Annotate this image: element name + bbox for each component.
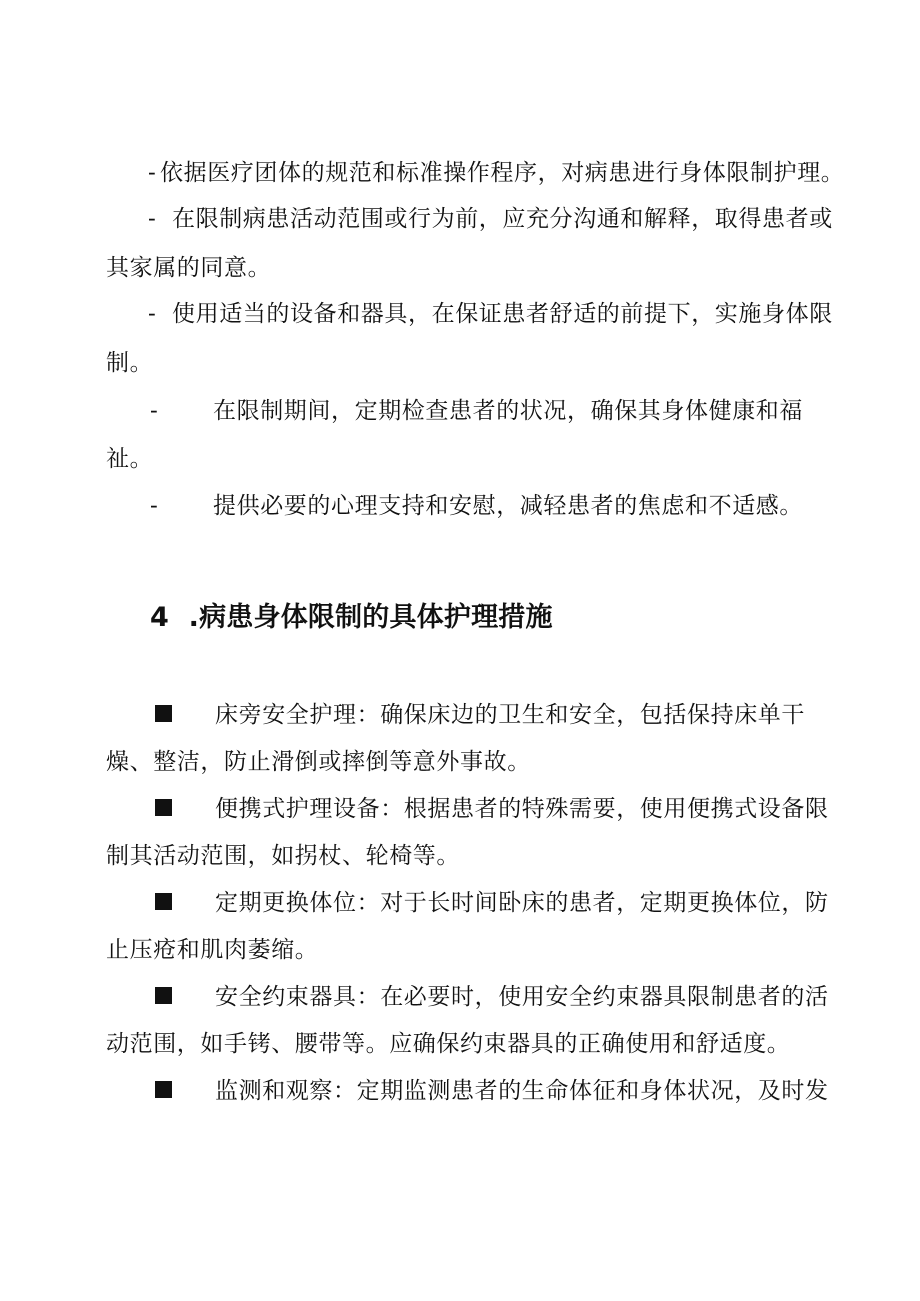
section-number: 4 <box>150 602 169 633</box>
intro-item-4-line-1: 在限制期间，定期检查患者的状况，确保其身体健康和福 <box>213 398 803 424</box>
measure-1-line-2: 燥、整洁，防止滑倒或摔倒等意外事故。 <box>106 749 531 775</box>
black-square-bullet-icon <box>155 705 172 722</box>
intro-item-3-line-2: 制。 <box>106 350 154 376</box>
measure-3-line-1: 定期更换体位：对于长时间卧床的患者，定期更换体位，防 <box>215 890 829 916</box>
list-dash: - <box>148 301 156 327</box>
intro-item-3-line-1: 使用适当的设备和器具，在保证患者舒适的前提下，实施身体限 <box>172 301 833 327</box>
intro-item-1-line-1: 依据医疗团体的规范和标准操作程序，对病患进行身体限制护理。 <box>160 160 845 186</box>
section-heading <box>150 601 553 635</box>
black-square-bullet-icon <box>155 1081 172 1098</box>
measure-4-line-2: 动范围，如手铐、腰带等。应确保约束器具的正确使用和舒适度。 <box>106 1031 791 1057</box>
intro-item-4-line-2: 祉。 <box>106 446 154 472</box>
measure-2-line-1: 便携式护理设备：根据患者的特殊需要，使用便携式设备限 <box>215 796 829 822</box>
intro-item-5-line-1: 提供必要的心理支持和安慰，减轻患者的焦虑和不适感。 <box>213 493 803 519</box>
list-dash: - <box>150 493 158 519</box>
black-square-bullet-icon <box>155 893 172 910</box>
black-square-bullet-icon <box>155 987 172 1004</box>
list-dash: - <box>148 206 156 232</box>
section-title: .病患身体限制的具体护理措施 <box>188 602 553 633</box>
measure-3-line-2: 止压疮和肌肉萎缩。 <box>106 937 319 963</box>
black-square-bullet-icon <box>155 799 172 816</box>
measure-2-line-2: 制其活动范围，如拐杖、轮椅等。 <box>106 843 460 869</box>
measure-4-line-1: 安全约束器具：在必要时，使用安全约束器具限制患者的活 <box>215 984 829 1010</box>
intro-item-2-line-1: 在限制病患活动范围或行为前，应充分沟通和解释，取得患者或 <box>172 206 833 232</box>
measure-1-line-1: 床旁安全护理：确保床边的卫生和安全，包括保持床单干 <box>215 702 805 728</box>
intro-item-2-line-2: 其家属的同意。 <box>106 255 272 281</box>
list-dash: - <box>148 160 156 186</box>
measure-5-line-1: 监测和观察：定期监测患者的生命体征和身体状况，及时发 <box>215 1078 829 1104</box>
list-dash: - <box>150 398 158 424</box>
